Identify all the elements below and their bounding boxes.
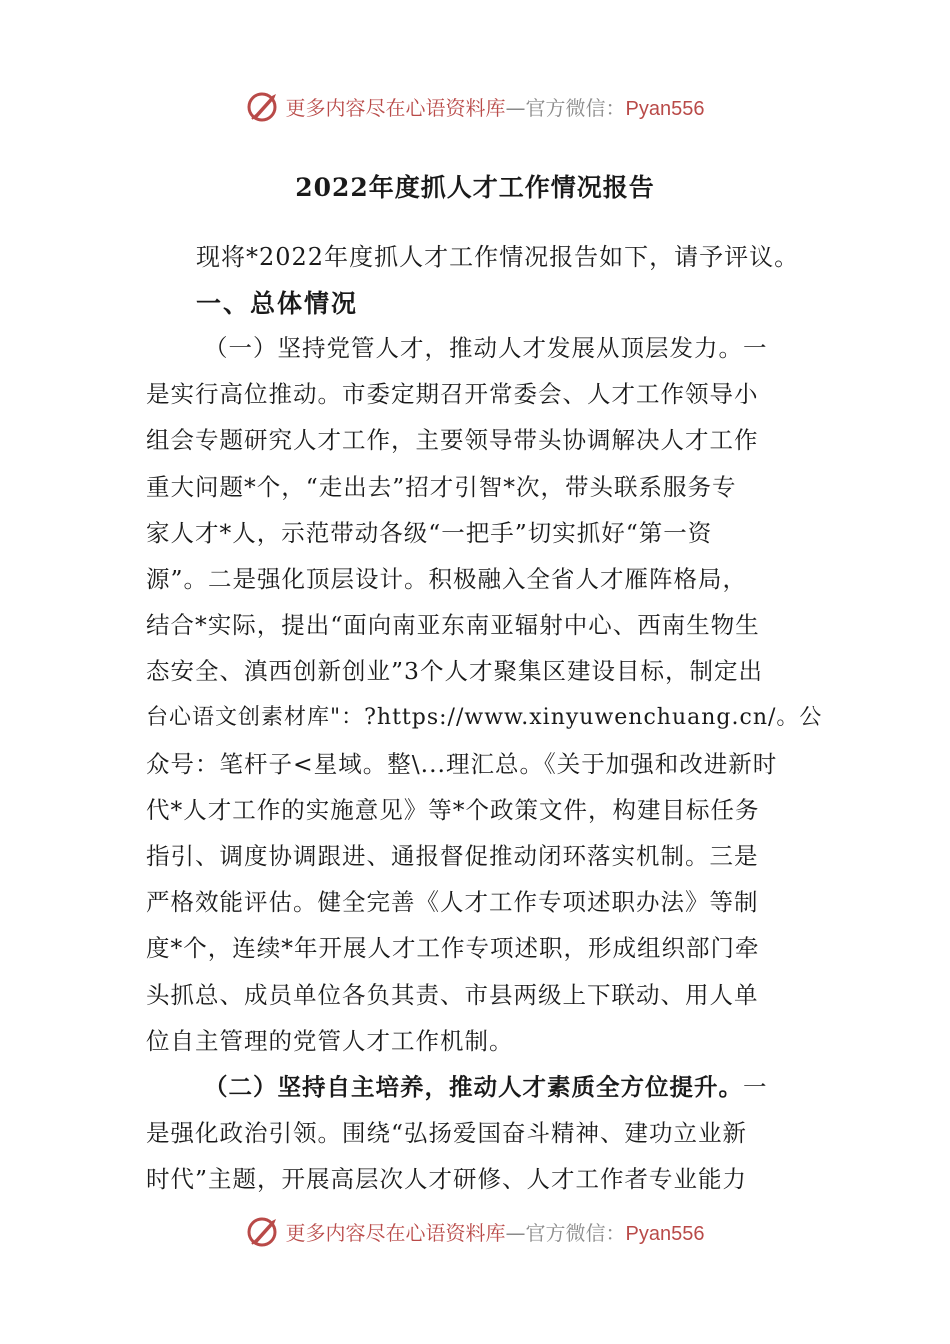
para1-line: 位自主管理的党管人才工作机制。 bbox=[146, 1026, 514, 1055]
watermark-text bbox=[286, 92, 705, 121]
intro-paragraph: 现将*2022年度抓人才工作情况报告如下，请予评议。 bbox=[196, 243, 800, 271]
watermark-banner-top bbox=[0, 86, 950, 126]
watermark-part2: —官方微信： bbox=[505, 95, 626, 120]
para2-line: 时代”主题，开展高层次人才研修、人才工作者专业能力 bbox=[146, 1165, 748, 1194]
para1-line: 结合*实际，提出“面向南亚东南亚辐射中心、西南生物生 bbox=[146, 611, 760, 640]
body-text bbox=[146, 325, 823, 1203]
watermark-part2: —官方微信： bbox=[505, 1220, 626, 1245]
para2-heading: （二）坚持自主培养，推动人才素质全方位提升。 bbox=[204, 1073, 743, 1101]
para1-line: 严格效能评估。健全完善《人才工作专项述职办法》等制 bbox=[146, 888, 759, 917]
watermark-part3: Pyan556 bbox=[625, 1222, 705, 1245]
para1-line: 组会专题研究人才工作，主要领导带头协调解决人才工作 bbox=[146, 426, 759, 455]
para1-line: 度*个，连续*年开展人才工作专项述职，形成组织部门牵 bbox=[146, 934, 760, 963]
para1-line: 头抓总、成员单位各负其责、市县两级上下联动、用人单 bbox=[146, 980, 759, 1009]
para1-line: 众号：笔杆子<星域。整\...理汇总。《关于加强和改进新时 bbox=[146, 749, 778, 778]
para1-line: 指引、调度协调跟进、通报督促推动闭环落实机制。三是 bbox=[146, 842, 759, 871]
para1-line: 家人才*人，示范带动各级“一把手”切实抓好“第一资 bbox=[146, 518, 713, 547]
document-title: 2022年度抓人才工作情况报告 bbox=[295, 173, 655, 202]
watermark-part3: Pyan556 bbox=[625, 97, 705, 120]
para1-line: 台心语文创素材库"：?https://www.xinyuwenchuang.cn/。公 bbox=[146, 704, 823, 730]
para2-line: 是强化政治引领。围绕“弘扬爱国奋斗精神、建功立业新 bbox=[146, 1119, 748, 1148]
para2-first-tail: 一 bbox=[743, 1073, 768, 1101]
watermark-part1: 更多内容尽在心语资料库 bbox=[285, 1220, 506, 1245]
para1-line: 重大问题*个，“走出去”招才引智*次，带头联系服务专 bbox=[146, 472, 737, 501]
para1-line: 态安全、滇西创新创业”3个人才聚集区建设目标，制定出 bbox=[146, 657, 763, 686]
pen-logo-icon bbox=[246, 88, 282, 124]
watermark-text bbox=[286, 1217, 705, 1246]
para1-line: （一）坚持党管人才，推动人才发展从顶层发力。一 bbox=[204, 334, 768, 362]
section-heading-1: 一、总体情况 bbox=[196, 289, 359, 318]
watermark-part1: 更多内容尽在心语资料库 bbox=[285, 95, 506, 120]
para2-first-line bbox=[146, 1064, 808, 1110]
watermark-banner-bottom bbox=[0, 1211, 950, 1251]
para1-line: 源”。二是强化顶层设计。积极融入全省人才雁阵格局， bbox=[146, 564, 748, 593]
para1-line: 代*人才工作的实施意见》等*个政策文件，构建目标任务 bbox=[146, 795, 760, 824]
para1-line: 是实行高位推动。市委定期召开常委会、人才工作领导小 bbox=[146, 380, 759, 409]
pen-logo-icon bbox=[246, 1213, 282, 1249]
